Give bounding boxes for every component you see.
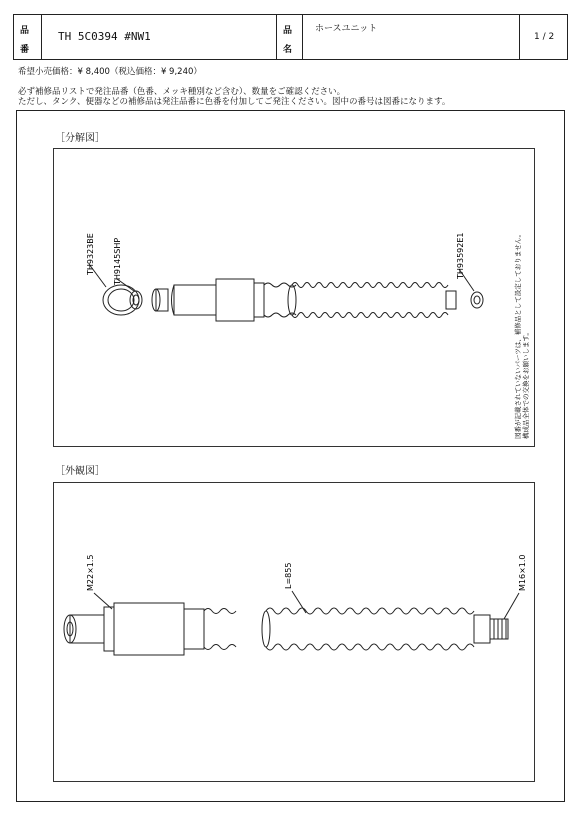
part-name-value: ホースユニット	[315, 24, 378, 34]
part-name-label-cell	[277, 15, 303, 59]
side-note-1: 図番が記載されていないパーツは、補修品として設定しておりません。	[514, 230, 522, 439]
exterior-title: ［外観図］	[55, 466, 105, 477]
exploded-panel	[53, 148, 535, 447]
part-name-label-2: 名	[283, 45, 293, 55]
price-line: 希望小売価格：¥ 8,400（税込価格：¥ 9,240）	[18, 67, 202, 77]
label-m16: M16×1.0	[518, 554, 527, 591]
note-line-1: 必ず補修品リストで発注品番（色番、メッキ種別など含む）、数量をご確認ください。	[18, 87, 346, 97]
page-number: 1 / 2	[534, 32, 555, 42]
hose-part	[292, 283, 448, 288]
part-no-value: TH 5C0394 #NW1	[58, 30, 151, 43]
label-th9145shp: TH9145SHP	[113, 237, 122, 285]
label-th93592e1: TH93592E1	[456, 232, 465, 279]
page-cell	[520, 15, 567, 59]
washer-part	[130, 291, 142, 309]
part-no-label-2: 番	[20, 45, 30, 55]
hose-body	[266, 608, 474, 614]
title-block	[13, 14, 568, 60]
label-length: L=855	[284, 562, 293, 589]
coupling-part	[174, 285, 216, 315]
nut-part	[156, 289, 168, 311]
exploded-drawing	[54, 149, 534, 446]
part-no-label-1: 品	[20, 26, 30, 36]
end-washer-part	[471, 292, 483, 308]
exterior-panel	[53, 482, 535, 782]
label-th9323be: TH9323BE	[86, 233, 95, 275]
exploded-title: ［分解図］	[55, 133, 105, 144]
note-line-2: ただし、タンク、便器などの補修品は発注品番に色番を付加してご発注ください。図中の番号は図番になります。	[18, 97, 451, 107]
part-name-label-1: 品	[283, 26, 293, 36]
label-m22: M22×1.5	[86, 554, 95, 591]
part-no-value-cell	[42, 15, 277, 59]
part-no-label-cell	[14, 15, 42, 59]
exterior-drawing	[54, 483, 534, 781]
m16-connector	[474, 615, 490, 643]
side-note-2: 構成品全体での交換をお願いします。	[522, 329, 530, 439]
part-name-value-cell	[303, 15, 520, 59]
